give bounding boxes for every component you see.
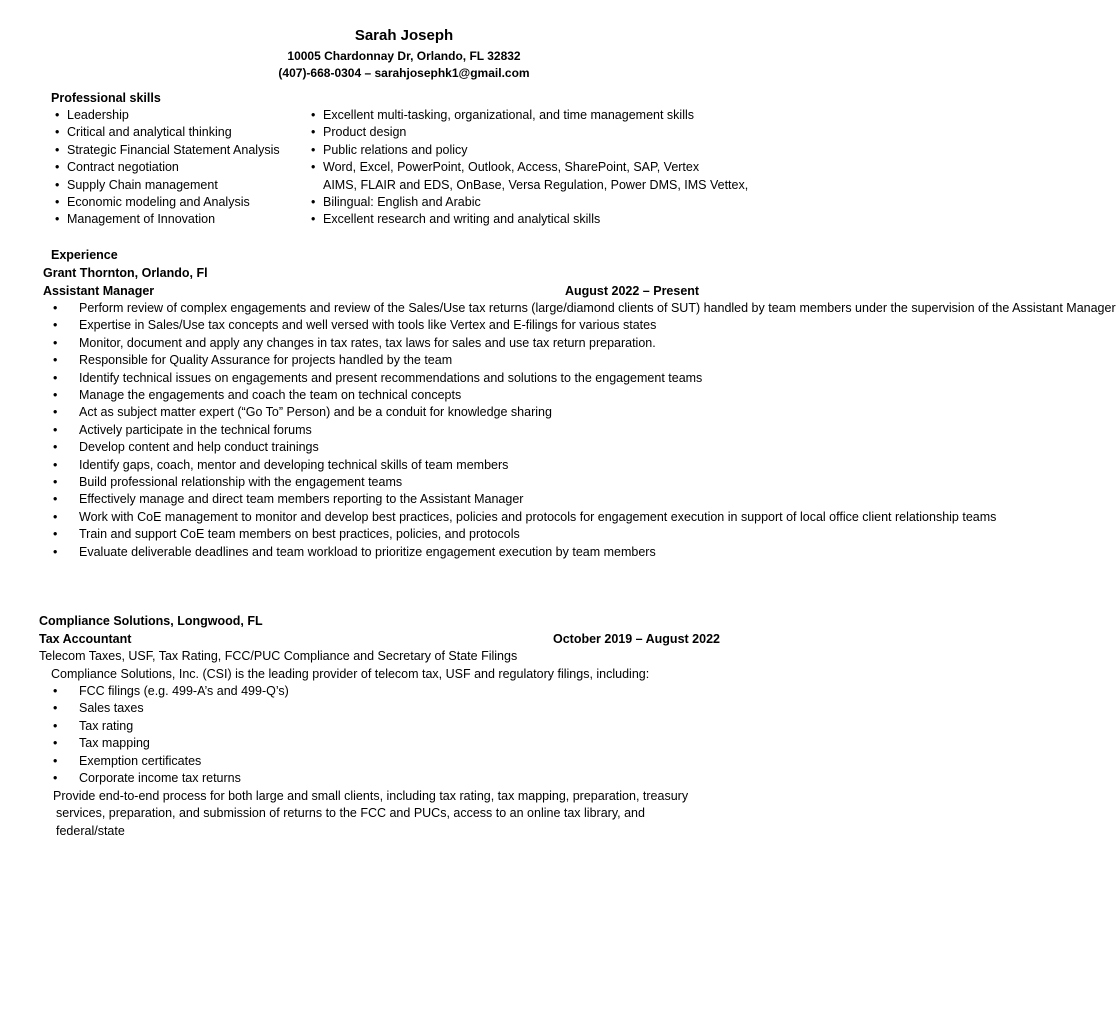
job1-bullet: • Perform review of complex engagements and review of the Sales/Use tax returns (large/diamond clients of SUT) handled by team members under the supervision of the Assistant Manager	[79, 300, 739, 317]
skill-item: • Strategic Financial Statement Analysis	[67, 142, 317, 159]
skill-item-continuation: AIMS, FLAIR and EDS, OnBase, Versa Regulation, Power DMS, IMS Vettex,	[323, 177, 749, 192]
job2-bullet: • Tax mapping	[79, 735, 479, 752]
resume-address: 10005 Chardonnay Dr, Orlando, FL 32832	[287, 49, 521, 63]
skill-item: • Critical and analytical thinking	[67, 124, 317, 141]
job1-company: Grant Thornton, Orlando, Fl	[43, 266, 208, 280]
job1-bullet: • Expertise in Sales/Use tax concepts and well versed with tools like Vertex and E-filings for various states	[79, 317, 739, 334]
job1-bullet: • Work with CoE management to monitor and develop best practices, policies and protocols for engagement execution in support of local office client relationship teams	[79, 509, 739, 526]
skill-item: • Leadership	[67, 107, 317, 124]
job1-dates: August 2022 – Present	[565, 284, 700, 298]
skill-item: • Economic modeling and Analysis	[67, 194, 317, 211]
job1-bullet: • Build professional relationship with the engagement teams	[79, 474, 739, 491]
skill-item: • Bilingual: English and Arabic	[323, 194, 753, 211]
job1-bullets	[79, 300, 1116, 561]
job2-closing-line: Provide end-to-end process for both large and small clients, including tax rating, tax mapping, preparation, treasury	[53, 789, 689, 803]
job1-bullet: • Identify gaps, coach, mentor and developing technical skills of team members	[79, 457, 739, 474]
job2-company: Compliance Solutions, Longwood, FL	[39, 614, 263, 628]
experience-heading: Experience	[51, 248, 118, 262]
job1-bullet: • Effectively manage and direct team members reporting to the Assistant Manager	[79, 491, 739, 508]
job2-bullet: • FCC filings (e.g. 499-A’s and 499-Q’s)	[79, 683, 479, 700]
job2-closing-line: federal/state	[56, 824, 125, 838]
skill-item: • Product design	[323, 124, 753, 141]
skills-heading: Professional skills	[51, 91, 161, 105]
job2-bullet: • Corporate income tax returns	[79, 770, 479, 787]
resume-name: Sarah Joseph	[354, 27, 454, 44]
job1-bullet: • Develop content and help conduct trainings	[79, 439, 739, 456]
job1-title: Assistant Manager	[43, 284, 155, 298]
job2-dates: October 2019 – August 2022	[553, 632, 720, 646]
job1-bullet: • Monitor, document and apply any changes in tax rates, tax laws for sales and use tax return preparation.	[79, 335, 739, 352]
skill-item: • Supply Chain management	[67, 177, 317, 194]
job2-intro: Compliance Solutions, Inc. (CSI) is the leading provider of telecom tax, USF and regulatory filings, including:	[51, 667, 650, 681]
skill-item: • Contract negotiation	[67, 159, 317, 176]
job1-bullet: • Evaluate deliverable deadlines and team workload to prioritize engagement execution by team members	[79, 544, 739, 561]
job2-bullet: • Exemption certificates	[79, 753, 479, 770]
job1-bullet: • Identify technical issues on engagements and present recommendations and solutions to the engagement teams	[79, 370, 739, 387]
job2-title: Tax Accountant	[39, 632, 132, 646]
job2-bullet: • Tax rating	[79, 718, 479, 735]
job1-bullet: • Manage the engagements and coach the team on technical concepts	[79, 387, 739, 404]
skill-item: • Public relations and policy	[323, 142, 753, 159]
skill-item: • Management of Innovation	[67, 211, 317, 228]
job1-bullet: • Train and support CoE team members on best practices, policies, and protocols	[79, 526, 739, 543]
skill-item: • Excellent research and writing and analytical skills	[323, 211, 753, 228]
job1-bullet: • Act as subject matter expert (“Go To” Person) and be a conduit for knowledge sharing	[79, 404, 739, 421]
job2-bullets	[79, 683, 479, 787]
skills-right-list	[323, 107, 753, 229]
skill-item: • Word, Excel, PowerPoint, Outlook, Access, SharePoint, SAP, Vertex	[323, 159, 753, 176]
job2-subtitle: Telecom Taxes, USF, Tax Rating, FCC/PUC Compliance and Secretary of State Filings	[39, 649, 518, 663]
resume-contact: (407)-668-0304 – sarahjosephk1@gmail.com	[278, 66, 530, 80]
job2-bullet: • Sales taxes	[79, 700, 479, 717]
skill-item: • Excellent multi-tasking, organizational, and time management skills	[323, 107, 753, 124]
job1-bullet: • Responsible for Quality Assurance for projects handled by the team	[79, 352, 739, 369]
job2-closing-line: services, preparation, and submission of returns to the FCC and PUCs, access to an online tax library, and	[56, 806, 645, 820]
job1-bullet: • Actively participate in the technical forums	[79, 422, 739, 439]
skills-left-list	[67, 107, 317, 229]
